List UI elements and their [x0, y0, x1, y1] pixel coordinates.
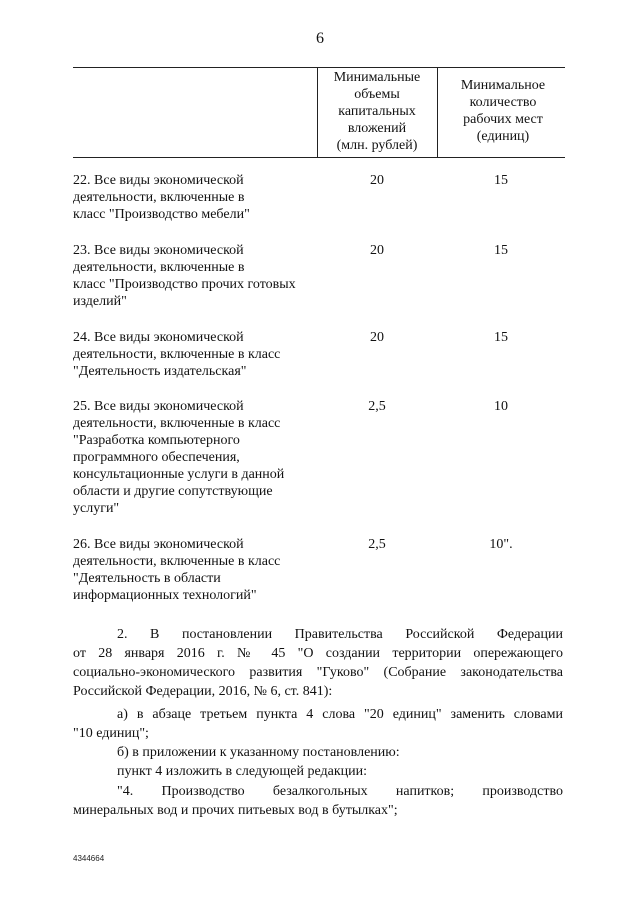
activity-name: 24. Все виды экономической деятельности, включенные в класс "Деятельность издательская" [73, 330, 281, 379]
investment-value: 20 [370, 173, 384, 188]
amendment-point-4-intro: пункт 4 изложить в следующей редакции: [117, 764, 367, 779]
column-divider [437, 67, 438, 157]
activity-name: 22. Все виды экономической деятельности, включенные в класс "Производство мебели" [73, 173, 250, 222]
activity-name: 23. Все виды экономической деятельности, включенные в класс "Производство прочих готовых изделий" [73, 243, 296, 309]
investment-value: 20 [370, 330, 384, 345]
table-top-rule [73, 67, 565, 68]
activity-name: 25. Все виды экономической деятельности, включенные в класс "Разработка компьютерного программного обеспечения, консультационные услуги в данной области и другие сопутствующие услуги" [73, 399, 285, 516]
page-number: 6 [316, 30, 324, 47]
investment-value: 2,5 [368, 537, 386, 552]
investment-value: 20 [370, 243, 384, 258]
jobs-value: 15 [494, 173, 508, 188]
header-min-jobs: Минимальное количество рабочих мест (единиц) [460, 78, 546, 144]
activity-name: 26. Все виды экономической деятельности, включенные в класс "Деятельность в области информационных технологий" [73, 537, 281, 603]
amendment-item-b: б) в приложении к указанному постановлению: [117, 745, 400, 760]
document-code: 4344664 [73, 854, 105, 863]
amendment-item-a: а) в абзаце третьем пункта 4 слова "20 единиц" заменить словами "10 единиц"; [73, 707, 563, 741]
column-divider [317, 67, 318, 157]
jobs-value: 15 [494, 243, 508, 258]
jobs-value: 10". [489, 537, 513, 552]
header-min-investment: Минимальные объемы капитальных вложений (млн. рублей) [333, 70, 421, 153]
amendment-point-4-text: "4. Производство безалкогольных напитков; производство минеральных вод и прочих питьевых вод в бутылках"; [73, 784, 563, 818]
investment-value: 2,5 [368, 399, 386, 414]
amendment-paragraph-2: 2. В постановлении Правительства Российской Федерации от 28 января 2016 г. № 45 "О создании территории опережающего социально-экономического развития "Гуково" (Собрание законодательства Российской Федерации, 2016, № 6, ст. 841): [73, 627, 563, 699]
jobs-value: 10 [494, 399, 508, 414]
jobs-value: 15 [494, 330, 508, 345]
table-header-rule [73, 157, 565, 158]
